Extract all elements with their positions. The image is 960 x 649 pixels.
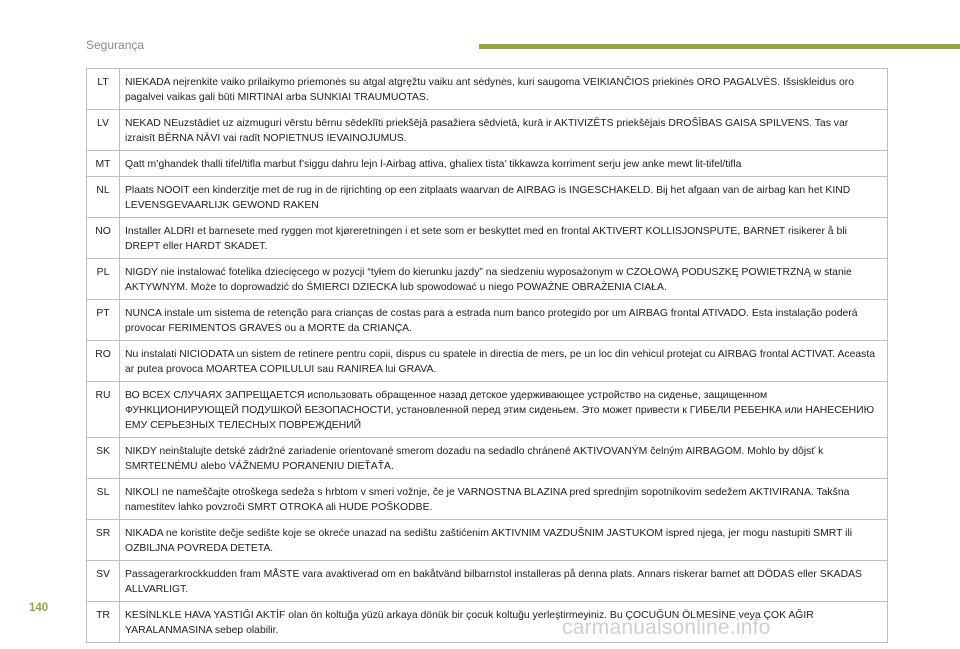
table-row xyxy=(87,259,888,300)
language-code: SL xyxy=(87,479,120,520)
section-title: Segurança xyxy=(86,38,145,52)
airbag-warning-table xyxy=(86,68,888,643)
warning-text: Qatt m’ghandek thalli tifel/tifla marbut f’siggu dahru lejn l-Airbag attiva, ghaliex tista’ tikkawza korriment serju jew anke mewt lit-tifel/tifla xyxy=(120,151,888,177)
warning-text: Nu instalati NICIODATA un sistem de retinere pentru copii, dispus cu spatele in directia de mers, pe un loc din vehicul protejat cu AIRBAG frontal ACTIVAT. Aceasta ar putea provoca MOARTEA COPILULUI sau RANIREA lui GRAVA. xyxy=(120,341,888,382)
language-code: SV xyxy=(87,561,120,602)
header-accent-bar xyxy=(479,44,960,49)
language-code: LT xyxy=(87,69,120,110)
warning-text: NIKDY neinštalujte detské zádržné zariadenie orientované smerom dozadu na sedadlo chránené AKTIVOVANÝM čelným AIRBAGOM. Mohlo by dôjsť k SMRTEĽNÉMU alebo VÁŽNEMU PORANENIU DIEŤAŤA. xyxy=(120,438,888,479)
warning-text: KESİNLKLE HAVA YASTIĞI AKTİF olan ön koltuğa yüzü arkaya dönük bir çocuk koltuğu yerleştirmeyiniz. Bu ÇOCUĞUN ÖLMESİNE veya ÇOK AĞIR YARALANMASINA sebep olabilir. xyxy=(120,602,888,643)
language-code: SK xyxy=(87,438,120,479)
watermark: carmanualsonline.info xyxy=(562,616,771,639)
table-row xyxy=(87,69,888,110)
warning-text: NEKAD NEuzstādiet uz aizmuguri vērstu bērnu sēdeklīti priekšējā pasažiera sēdvietā, kurā ir AKTIVIZĒTS priekšējais DROŠĪBAS GAISA SPILVENS. Tas var izraisīt BĒRNA NĀVI vai radīt NOPIETNUS IEVAINOJUMUS. xyxy=(120,110,888,151)
table-row xyxy=(87,177,888,218)
table-row xyxy=(87,520,888,561)
warning-text: NIKOLI ne nameščajte otroškega sedeža s hrbtom v smeri vožnje, če je VARNOSTNA BLAZINA pred sprednjim sopotnikovim sedežem AKTIVIRANA. Takšna namestitev lahko povzroči SMRT OTROKA ali HUDE POŠKODBE. xyxy=(120,479,888,520)
page-number: 140 xyxy=(29,602,49,614)
table-row xyxy=(87,341,888,382)
warning-text: NIGDY nie instalować fotelika dziecięcego w pozycji “tyłem do kierunku jazdy” na siedzeniu wyposażonym w CZOŁOWĄ PODUSZKĘ POWIETRZNĄ w stanie AKTYWNYM. Może to doprowadzić do ŚMIERCI DZIECKA lub spowodować u niego POWAŻNE OBRAŻENIA CIAŁA. xyxy=(120,259,888,300)
language-code: MT xyxy=(87,151,120,177)
table-row xyxy=(87,382,888,438)
language-code: NO xyxy=(87,218,120,259)
table-row xyxy=(87,561,888,602)
language-code: SR xyxy=(87,520,120,561)
table-row xyxy=(87,110,888,151)
language-code: LV xyxy=(87,110,120,151)
language-code: PL xyxy=(87,259,120,300)
warning-text: Plaats NOOIT een kinderzitje met de rug in de rijrichting op een zitplaats waarvan de AIRBAG is INGESCHAKELD. Bij het afgaan van de airbag kan het KIND LEVENSGEVAARLIJK GEWOND RAKEN xyxy=(120,177,888,218)
warning-text: NUNCA instale um sistema de retenção para crianças de costas para a estrada num banco protegido por um AIRBAG frontal ATIVADO. Esta instalação poderá provocar FERIMENTOS GRAVES ou a MORTE da CRIANÇA. xyxy=(120,300,888,341)
warning-text: Installer ALDRI et barnesete med ryggen mot kjøreretningen i et sete som er beskyttet med en frontal AKTIVERT KOLLISJONSPUTE, BARNET risikerer å bli DREPT eller HARDT SKADET. xyxy=(120,218,888,259)
warning-text: NIKADA ne koristite dečje sedište koje se okreće unazad na sedištu zaštićenim AKTIVNIM VAZDUŠNIM JASTUKOM ispred njega, jer mogu nastupiti SMRT ili OZBILJNA POVREDA DETETA. xyxy=(120,520,888,561)
language-code: TR xyxy=(87,602,120,643)
warning-text: Passagerarkrockkudden fram MÅSTE vara avaktiverad om en bakåtvänd bilbarnstol installeras på denna plats. Annars riskerar barnet att DÖDAS eller SKADAS ALLVARLIGT. xyxy=(120,561,888,602)
language-code: RU xyxy=(87,382,120,438)
table-row xyxy=(87,151,888,177)
language-code: NL xyxy=(87,177,120,218)
language-code: PT xyxy=(87,300,120,341)
warning-text: ВО ВСЕХ СЛУЧАЯХ ЗАПРЕЩАЕТСЯ использовать обращенное назад детское удерживающее устройство на сиденье, защищенном ФУНКЦИОНИРУЮЩЕЙ ПОДУШКОЙ БЕЗОПАСНОСТИ, установленной перед этим сиденьем. Это может привести к ГИБЕЛИ РЕБЕНКА или НАНЕСЕНИЮ ЕМУ СЕРЬЕЗНЫХ ТЕЛЕСНЫХ ПОВРЕЖДЕНИЙ xyxy=(120,382,888,438)
language-code: RO xyxy=(87,341,120,382)
table-row xyxy=(87,218,888,259)
table-row xyxy=(87,300,888,341)
warning-text: NIEKADA neįrenkite vaiko prilaikymo priemonės su atgal atgręžtu vaiku ant sėdynės, kuri saugoma VEIKIANČIOS priekinės ORO PAGALVĖS. Išsiskleidus oro pagalvei vaikas gali būti MIRTINAI arba SUNKIAI TRAUMUOTAS. xyxy=(120,69,888,110)
table-row xyxy=(87,479,888,520)
table-row xyxy=(87,438,888,479)
